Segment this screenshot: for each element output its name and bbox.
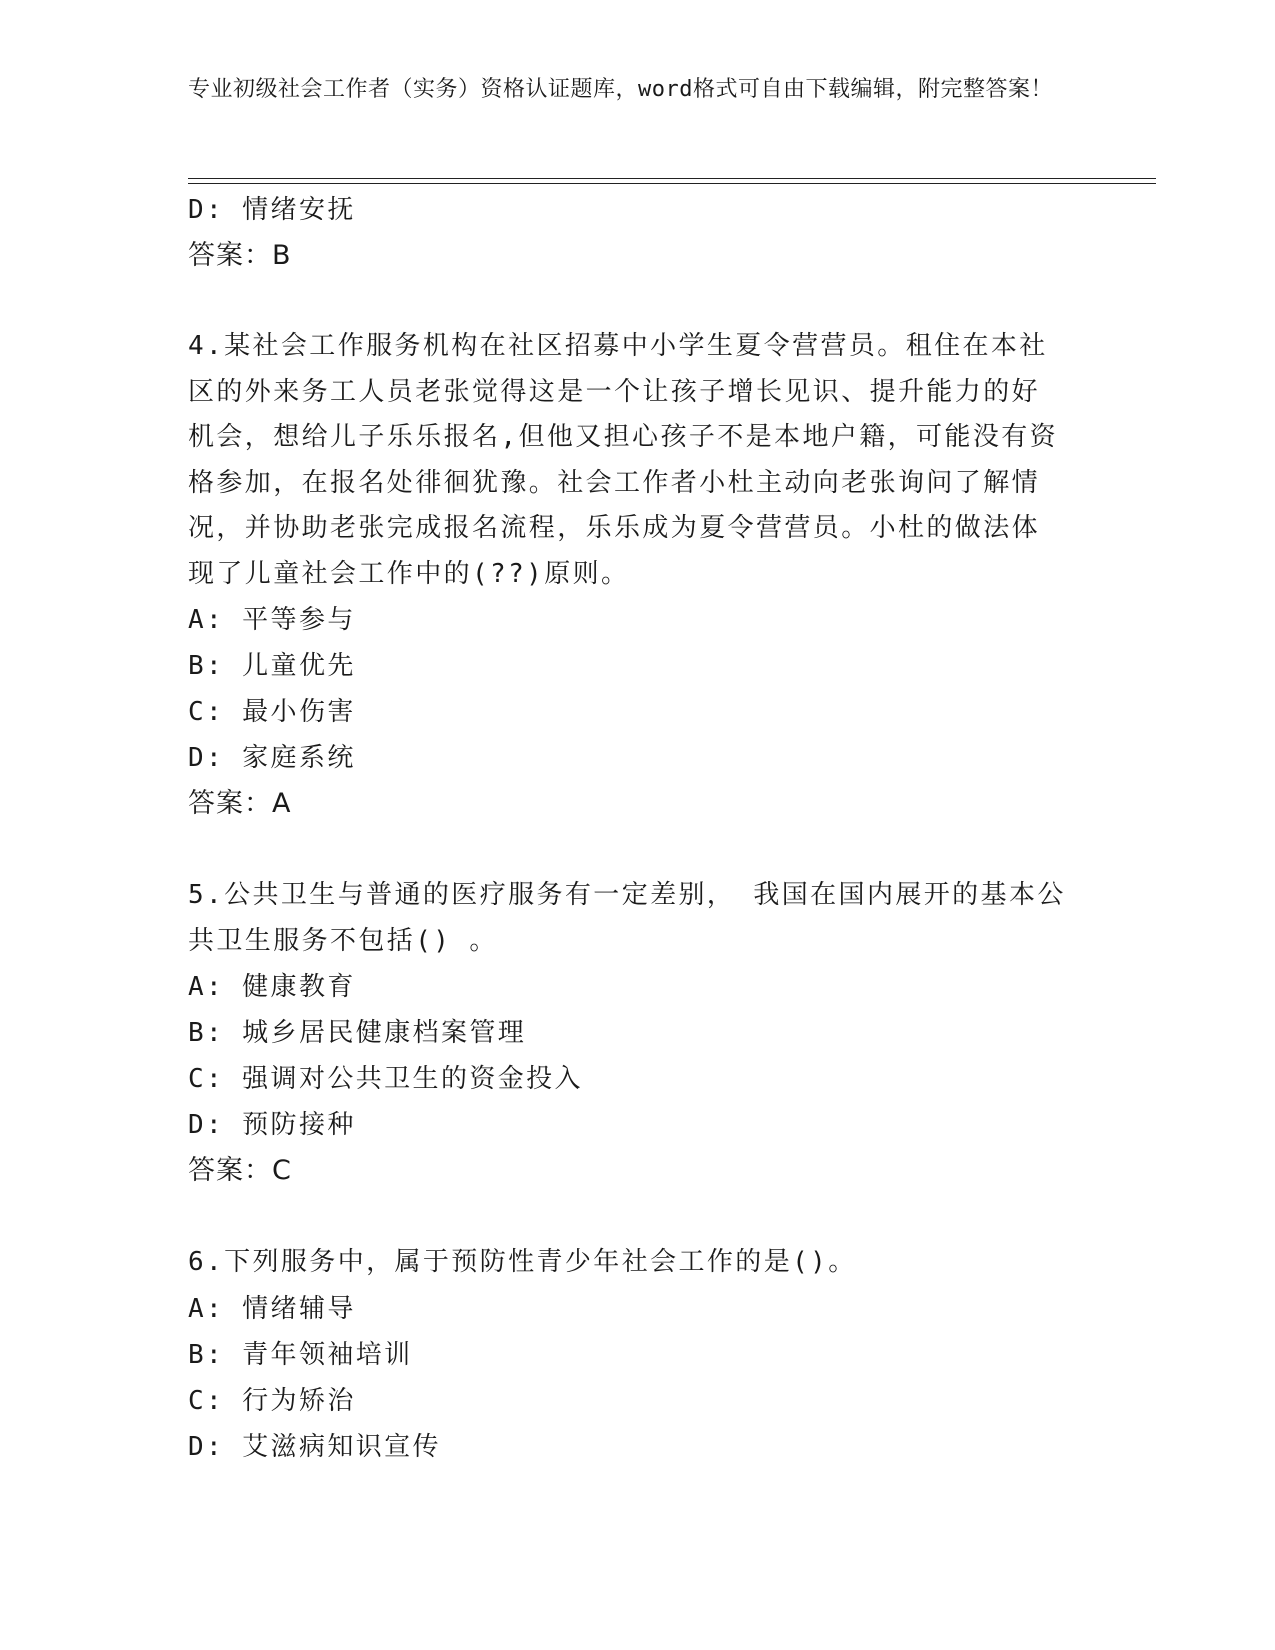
answer: 答案：A <box>188 788 292 819</box>
prev-option-d: D: 情绪安抚 <box>188 195 356 225</box>
header-divider-bottom <box>188 183 1156 184</box>
option-a: A: 平等参与 <box>188 605 356 635</box>
question-6 <box>188 1240 1088 1470</box>
question-5 <box>188 873 1088 1194</box>
option-b: B: 青年领袖培训 <box>188 1339 413 1370</box>
option-c: C: 最小伤害 <box>188 697 356 727</box>
question-content <box>188 187 1088 1470</box>
option-d: D: 艾滋病知识宣传 <box>188 1431 441 1462</box>
question-stem: 5.公共卫生与普通的医疗服务有一定差别， 我国在国内展开的基本公共卫生服务不包括() 。 <box>188 880 1066 956</box>
option-a: A: 健康教育 <box>188 972 356 1002</box>
answer: 答案：C <box>188 1155 292 1186</box>
option-d: D: 家庭系统 <box>188 743 356 773</box>
question-stem: 4.某社会工作服务机构在社区招募中小学生夏令营营员。租住在本社区的外来务工人员老张觉得这是一个让孩子增长见识、提升能力的好机会，想给儿子乐乐报名,但他又担心孩子不是本地户籍，可能没有资格参加，在报名处徘徊犹豫。社会工作者小杜主动向老张询问了解情况，并协助老张完成报名流程，乐乐成为夏令营营员。小杜的做法体现了儿童社会工作中的(??)原则。 <box>188 331 1059 589</box>
option-c: C: 强调对公共卫生的资金投入 <box>188 1064 583 1094</box>
header-divider-top <box>188 178 1156 179</box>
option-a: A: 情绪辅导 <box>188 1293 356 1324</box>
option-b: B: 儿童优先 <box>188 651 356 681</box>
option-b: B: 城乡居民健康档案管理 <box>188 1018 527 1048</box>
question-4 <box>188 324 1088 827</box>
question-stem: 6.下列服务中，属于预防性青少年社会工作的是()。 <box>188 1247 857 1277</box>
prev-answer: 答案：B <box>188 240 292 271</box>
option-d: D: 预防接种 <box>188 1110 356 1140</box>
option-c: C: 行为矫治 <box>188 1385 356 1416</box>
document-header: 专业初级社会工作者（实务）资格认证题库，word格式可自由下载编辑，附完整答案！ <box>188 77 1053 102</box>
